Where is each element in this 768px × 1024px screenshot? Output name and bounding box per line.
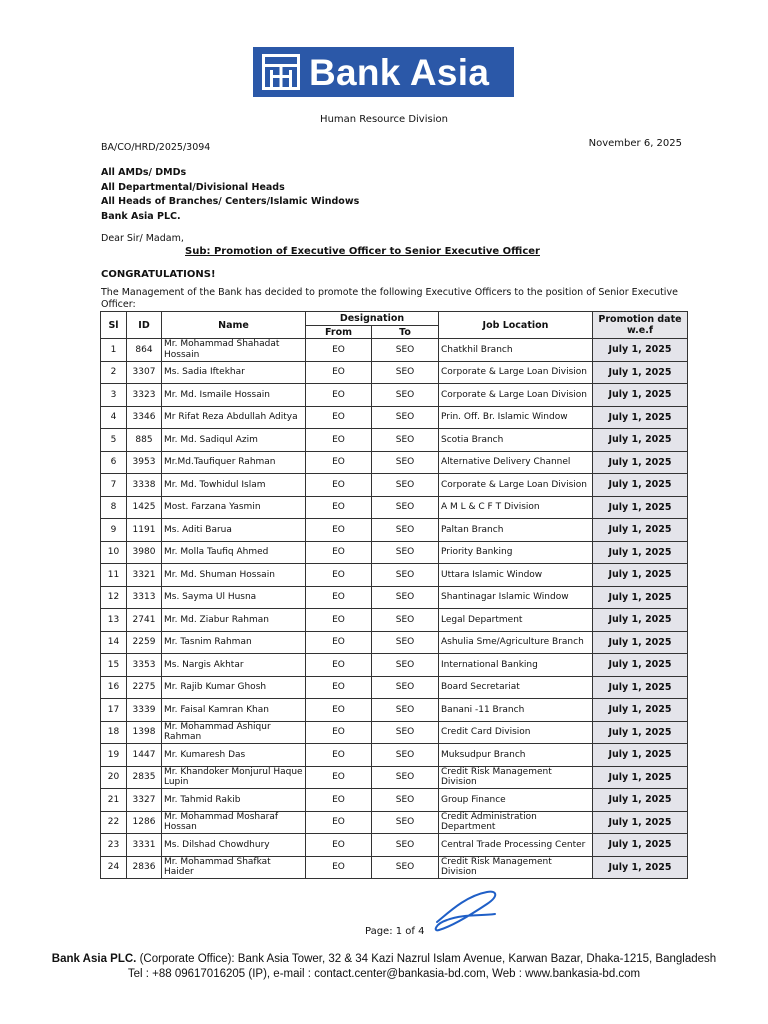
table-row [101,699,688,722]
cell-sl: 8 [101,496,127,519]
cell-from: EO [306,834,372,857]
table-row [101,811,688,834]
cell-from: EO [306,789,372,812]
cell-name: Mr. Tahmid Rakib [162,789,306,812]
promotion-table-body [101,339,688,879]
cell-promotion-date: July 1, 2025 [593,541,688,564]
cell-location: Credit Risk Management Division [439,766,593,789]
cell-promotion-date: July 1, 2025 [593,744,688,767]
header-id: ID [127,312,162,339]
cell-location: Alternative Delivery Channel [439,451,593,474]
cell-to: SEO [372,384,439,407]
cell-to: SEO [372,834,439,857]
table-row [101,766,688,789]
cell-sl: 6 [101,451,127,474]
cell-promotion-date: July 1, 2025 [593,789,688,812]
cell-sl: 19 [101,744,127,767]
table-row [101,609,688,632]
table-row [101,856,688,879]
cell-sl: 22 [101,811,127,834]
cell-to: SEO [372,699,439,722]
cell-id: 864 [127,339,162,362]
cell-name: Mr. Md. Ismaile Hossain [162,384,306,407]
cell-to: SEO [372,429,439,452]
cell-promotion-date: July 1, 2025 [593,654,688,677]
cell-id: 2836 [127,856,162,879]
table-row [101,339,688,362]
cell-location: Uttara Islamic Window [439,564,593,587]
cell-name: Mr. Md. Sadiqul Azim [162,429,306,452]
cell-promotion-date: July 1, 2025 [593,676,688,699]
cell-id: 2835 [127,766,162,789]
cell-location: Credit Risk Management Division [439,856,593,879]
cell-name: Mr. Rajib Kumar Ghosh [162,676,306,699]
cell-location: Ashulia Sme/Agriculture Branch [439,631,593,654]
cell-sl: 13 [101,609,127,632]
cell-to: SEO [372,586,439,609]
table-row [101,834,688,857]
cell-id: 3338 [127,474,162,497]
cell-to: SEO [372,564,439,587]
cell-to: SEO [372,339,439,362]
header-designation: Designation [306,312,439,326]
cell-promotion-date: July 1, 2025 [593,339,688,362]
cell-from: EO [306,339,372,362]
header-promotion-date: Promotion date w.e.f [593,312,688,339]
cell-from: EO [306,766,372,789]
cell-id: 3313 [127,586,162,609]
cell-to: SEO [372,766,439,789]
footer-address [0,953,768,965]
cell-to: SEO [372,361,439,384]
table-row [101,451,688,474]
cell-from: EO [306,564,372,587]
cell-location: Chatkhil Branch [439,339,593,362]
division-title: Human Resource Division [320,114,448,125]
cell-promotion-date: July 1, 2025 [593,496,688,519]
cell-sl: 10 [101,541,127,564]
table-row [101,631,688,654]
table-row [101,721,688,744]
recipient-line: All Heads of Branches/ Centers/Islamic Windows [101,196,360,207]
cell-from: EO [306,811,372,834]
cell-id: 3339 [127,699,162,722]
header-sl: Sl [101,312,127,339]
cell-to: SEO [372,789,439,812]
intro-paragraph: The Management of the Bank has decided to promote the following Executive Officers to the position of Senior Executive Officer: [101,287,678,310]
cell-from: EO [306,609,372,632]
cell-from: EO [306,699,372,722]
cell-from: EO [306,744,372,767]
cell-name: Ms. Dilshad Chowdhury [162,834,306,857]
cell-name: Mr. Mohammad Shafkat Haider [162,856,306,879]
cell-promotion-date: July 1, 2025 [593,834,688,857]
cell-id: 3321 [127,564,162,587]
cell-name: Ms. Aditi Barua [162,519,306,542]
cell-id: 2741 [127,609,162,632]
header-to: To [372,326,439,339]
bank-logo [253,47,514,97]
table-row [101,406,688,429]
cell-location: Corporate & Large Loan Division [439,361,593,384]
signature-mark [425,886,505,936]
cell-name: Mr.Md.Taufiquer Rahman [162,451,306,474]
cell-location: Shantinagar Islamic Window [439,586,593,609]
table-row [101,744,688,767]
cell-sl: 23 [101,834,127,857]
cell-location: Corporate & Large Loan Division [439,384,593,407]
table-row [101,789,688,812]
cell-from: EO [306,474,372,497]
cell-name: Mr. Md. Towhidul Islam [162,474,306,497]
table-row [101,429,688,452]
cell-id: 3307 [127,361,162,384]
table-row [101,564,688,587]
cell-promotion-date: July 1, 2025 [593,631,688,654]
table-row [101,676,688,699]
cell-sl: 2 [101,361,127,384]
cell-sl: 4 [101,406,127,429]
cell-from: EO [306,541,372,564]
cell-promotion-date: July 1, 2025 [593,519,688,542]
table-row [101,474,688,497]
cell-from: EO [306,721,372,744]
table-row [101,586,688,609]
cell-sl: 11 [101,564,127,587]
header-name: Name [162,312,306,339]
cell-name: Mr. Md. Ziabur Rahman [162,609,306,632]
cell-location: A M L & C F T Division [439,496,593,519]
salutation: Dear Sir/ Madam, [101,233,184,244]
subject-line: Sub: Promotion of Executive Officer to Senior Executive Officer [185,246,540,257]
cell-name: Mr. Mohammad Mosharaf Hossan [162,811,306,834]
cell-to: SEO [372,496,439,519]
cell-id: 3353 [127,654,162,677]
cell-name: Mr. Mohammad Shahadat Hossain [162,339,306,362]
cell-id: 2275 [127,676,162,699]
cell-promotion-date: July 1, 2025 [593,766,688,789]
table-row [101,541,688,564]
cell-to: SEO [372,631,439,654]
cell-promotion-date: July 1, 2025 [593,406,688,429]
bank-asia-monogram-icon [262,54,300,90]
cell-id: 3327 [127,789,162,812]
cell-location: Corporate & Large Loan Division [439,474,593,497]
cell-id: 3953 [127,451,162,474]
cell-name: Ms. Sayma Ul Husna [162,586,306,609]
promotion-table [100,311,688,879]
cell-from: EO [306,406,372,429]
table-row [101,361,688,384]
table-row [101,654,688,677]
cell-promotion-date: July 1, 2025 [593,429,688,452]
cell-location: Prin. Off. Br. Islamic Window [439,406,593,429]
cell-location: Board Secretariat [439,676,593,699]
cell-id: 2259 [127,631,162,654]
cell-id: 1286 [127,811,162,834]
cell-from: EO [306,496,372,519]
cell-to: SEO [372,406,439,429]
letter-date: November 6, 2025 [588,138,682,149]
cell-sl: 7 [101,474,127,497]
cell-sl: 15 [101,654,127,677]
cell-name: Mr Rifat Reza Abdullah Aditya [162,406,306,429]
cell-location: Priority Banking [439,541,593,564]
cell-name: Mr. Tasnim Rahman [162,631,306,654]
cell-from: EO [306,429,372,452]
cell-promotion-date: July 1, 2025 [593,361,688,384]
cell-from: EO [306,451,372,474]
cell-to: SEO [372,856,439,879]
cell-name: Mr. Mohammad Ashiqur Rahman [162,721,306,744]
cell-promotion-date: July 1, 2025 [593,811,688,834]
cell-sl: 17 [101,699,127,722]
recipient-line: All Departmental/Divisional Heads [101,181,285,193]
cell-to: SEO [372,609,439,632]
cell-promotion-date: July 1, 2025 [593,856,688,879]
cell-id: 1398 [127,721,162,744]
cell-location: Muksudpur Branch [439,744,593,767]
cell-to: SEO [372,676,439,699]
cell-id: 1191 [127,519,162,542]
cell-to: SEO [372,654,439,677]
cell-id: 3323 [127,384,162,407]
letter-reference: BA/CO/HRD/2025/3094 [101,142,211,153]
cell-name: Mr. Khandoker Monjurul Haque Lupin [162,766,306,789]
cell-from: EO [306,586,372,609]
cell-to: SEO [372,474,439,497]
cell-to: SEO [372,451,439,474]
cell-from: EO [306,676,372,699]
cell-location: Credit Administration Department [439,811,593,834]
table-row [101,496,688,519]
cell-to: SEO [372,541,439,564]
cell-location: Banani -11 Branch [439,699,593,722]
cell-id: 3331 [127,834,162,857]
cell-from: EO [306,631,372,654]
cell-from: EO [306,654,372,677]
recipient-block [101,166,359,224]
recipient-line: Bank Asia PLC. [101,210,181,222]
cell-promotion-date: July 1, 2025 [593,699,688,722]
footer-address-text: (Corporate Office): Bank Asia Tower, 32 & 34 Kazi Nazrul Islam Avenue, Karwan Bazar, Dhaka-1215, Bangladesh [139,953,717,965]
cell-id: 3980 [127,541,162,564]
cell-from: EO [306,361,372,384]
cell-to: SEO [372,519,439,542]
cell-id: 1425 [127,496,162,519]
cell-from: EO [306,384,372,407]
cell-name: Mr. Faisal Kamran Khan [162,699,306,722]
cell-sl: 24 [101,856,127,879]
footer-contact: Tel : +88 09617016205 (IP), e-mail : contact.center@bankasia-bd.com, Web : www.bankasia-bd.com [127,968,641,980]
cell-promotion-date: July 1, 2025 [593,564,688,587]
cell-sl: 20 [101,766,127,789]
cell-promotion-date: July 1, 2025 [593,609,688,632]
cell-location: Group Finance [439,789,593,812]
cell-name: Mr. Md. Shuman Hossain [162,564,306,587]
cell-to: SEO [372,721,439,744]
cell-location: Central Trade Processing Center [439,834,593,857]
cell-sl: 12 [101,586,127,609]
cell-promotion-date: July 1, 2025 [593,474,688,497]
cell-to: SEO [372,811,439,834]
cell-sl: 14 [101,631,127,654]
cell-id: 885 [127,429,162,452]
cell-promotion-date: July 1, 2025 [593,451,688,474]
header-from: From [306,326,372,339]
table-row [101,384,688,407]
header-location: Job Location [439,312,593,339]
cell-location: Paltan Branch [439,519,593,542]
cell-name: Ms. Sadia Iftekhar [162,361,306,384]
cell-sl: 3 [101,384,127,407]
cell-location: Scotia Branch [439,429,593,452]
cell-sl: 9 [101,519,127,542]
cell-name: Mr. Molla Taufiq Ahmed [162,541,306,564]
cell-sl: 18 [101,721,127,744]
cell-sl: 5 [101,429,127,452]
cell-location: Legal Department [439,609,593,632]
table-row [101,519,688,542]
cell-location: International Banking [439,654,593,677]
brand-name: Bank Asia [309,51,490,93]
cell-sl: 1 [101,339,127,362]
cell-to: SEO [372,744,439,767]
cell-from: EO [306,856,372,879]
cell-id: 1447 [127,744,162,767]
cell-id: 3346 [127,406,162,429]
cell-name: Mr. Kumaresh Das [162,744,306,767]
congratulations-heading: CONGRATULATIONS! [101,269,216,280]
cell-sl: 21 [101,789,127,812]
recipient-line: All AMDs/ DMDs [101,167,187,178]
cell-sl: 16 [101,676,127,699]
cell-promotion-date: July 1, 2025 [593,384,688,407]
cell-promotion-date: July 1, 2025 [593,586,688,609]
cell-location: Credit Card Division [439,721,593,744]
cell-name: Ms. Nargis Akhtar [162,654,306,677]
page-number: Page: 1 of 4 [365,926,425,937]
cell-name: Most. Farzana Yasmin [162,496,306,519]
cell-from: EO [306,519,372,542]
footer-company: Bank Asia PLC. [51,953,137,965]
cell-promotion-date: July 1, 2025 [593,721,688,744]
